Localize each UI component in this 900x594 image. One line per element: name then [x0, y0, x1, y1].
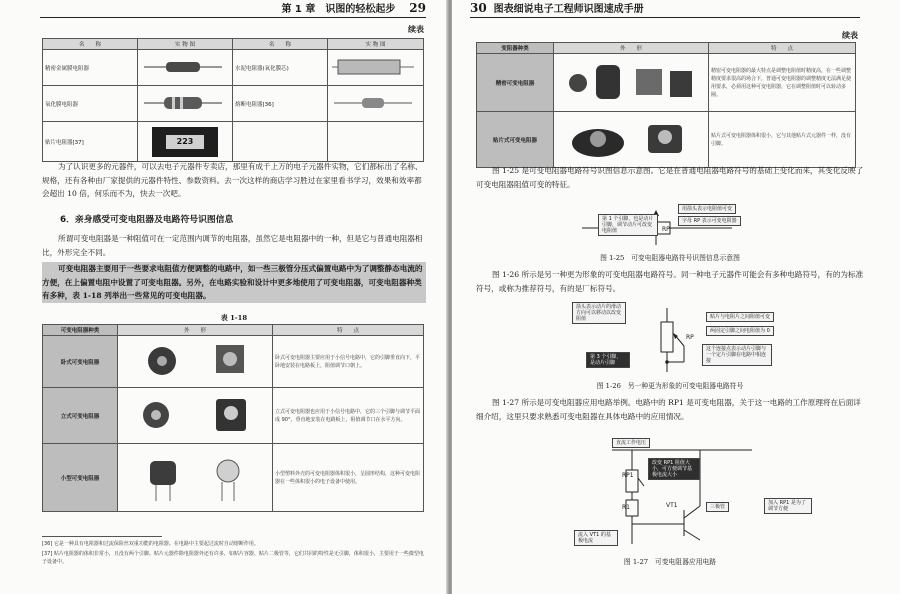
figure-caption: 图 1-25 可变电阻器电路符号识图信息示意图 [600, 254, 740, 262]
table-row [43, 388, 424, 444]
trimmer-photo [118, 388, 273, 444]
resistor-photo [138, 86, 233, 122]
col-header: 名 称 [233, 39, 328, 50]
feature-text: 精密可变电阻器的最大特点是调整电阻值时精度高，在一些调整精度要求很高的场合下，普通可变电阻器的调整精度无法满足使用要求，必须用这种可变电阻器，它在调整阻值时可以转动多圈。 [709, 54, 856, 112]
callout: 加入 RP1 是为了调节方便 [764, 498, 812, 514]
fuse-resistor-photo [328, 86, 424, 122]
cell-name: 氧化膜电阻器 [43, 86, 138, 122]
resistor-photo [138, 50, 233, 86]
callout: 第 1 个引脚，也是动片引脚，调节动片可改变电阻值 [598, 214, 658, 236]
paragraph: 图 1-25 是可变电阻器电路符号识图信息示意图。它是在普通电阻器电路符号的基础上变化而来，其变化反映了可变电阻器阻值可变的特征。 [476, 166, 864, 189]
paragraph: 图 1-27 所示是可变电阻器应用电路举例。电路中的 RP1 是可变电阻器，关于这一电路的工作原理将在后面详细介绍，这里只要求熟悉可变电阻器在具体电路中的应用情况。 [476, 398, 861, 421]
application-circuit [592, 440, 772, 550]
col-header: 可变电阻器种类 [43, 325, 118, 336]
precision-pot-photo [554, 54, 709, 112]
vt1-label: VT1 [666, 502, 678, 509]
cell-name: 精密金属膜电阻器 [43, 50, 138, 86]
cell-name: 贴片电阻器[37] [43, 122, 138, 162]
callout: 用箭头表示电阻值可变 [678, 204, 736, 214]
callout: 这个连接点表示动片引脚与一个定片引脚在电路中相连接 [702, 344, 772, 366]
left-page [0, 0, 448, 594]
kind-label: 小型可变电阻器 [43, 444, 118, 512]
cell-empty [233, 122, 328, 162]
table-row [43, 50, 424, 86]
trimmer-photo [118, 336, 273, 388]
paragraph: 图 1-26 所示是另一种更为形象的可变电阻器电路符号。同一种电子元器件可能会有多种电路符号，有的为标准符号，或称为推荐符号，有的是厂标符号。 [476, 270, 864, 293]
table-row [477, 112, 856, 168]
callout: 三极管 [706, 502, 729, 512]
feature-text: 小型塑料外壳的可变电阻器体积很小，呈圆形结构，这种可变电阻器在一些体积很小的电子设备中使用。 [273, 444, 424, 512]
variable-resistor-table-cont [476, 42, 856, 168]
table-row [43, 122, 424, 162]
col-header: 实 物 图 [138, 39, 233, 50]
section-heading: 6．亲身感受可变电阻器及电路符号识图信息 [60, 215, 234, 225]
footnote: [36] 它是一种具有电阻器和过流保险丝双重功能的电阻器。在电路中主要起过流时自动熔断作用。 [42, 541, 259, 547]
col-header: 外 形 [118, 325, 273, 336]
variable-resistor-table [42, 324, 424, 512]
col-header: 外 形 [554, 43, 709, 54]
table-row [43, 336, 424, 388]
feature-text: 贴片式可变电阻器体积很小，它与其他贴片式元器件一样，没有引脚。 [709, 112, 856, 168]
table-row [43, 444, 424, 512]
cement-resistor-photo [328, 50, 424, 86]
col-header: 特 点 [709, 43, 856, 54]
chip-resistor-photo [138, 122, 233, 162]
kind-label: 卧式可变电阻器 [43, 336, 118, 388]
table-title: 表 1-18 [220, 314, 248, 322]
col-header: 实 物 图 [328, 39, 424, 50]
col-header: 名 称 [43, 39, 138, 50]
paragraph: 所谓可变电阻器是一种阻值可在一定范围内调节的电阻器，虽然它是电阻器中的一种，但是它与普通电阻器相比，外形完全不同。 [42, 234, 423, 257]
right-page [452, 0, 900, 594]
col-header: 变阻器种类 [477, 43, 554, 54]
continued-label: 续表 [408, 25, 424, 34]
book-title: 图表细说电子工程师识图速成手册 [493, 4, 644, 15]
rp-label: RP [686, 334, 694, 341]
right-header [470, 0, 860, 18]
paragraph: 为了认识更多的元器件，可以去电子元器件专卖店，那里有成千上万的电子元器件实物，它们都标出了名称、规格，还有各种由厂家提供的元器件特性、参数资料。去一次这样的商店学习胜过在家里看书学习，效果和效率都会超出 10 倍，何乐而不为，快去一次吧。 [42, 162, 423, 198]
col-header: 特 点 [273, 325, 424, 336]
rp-symbol-diagram-2 [622, 306, 712, 376]
highlighted-paragraph: 可变电阻器主要用于一些要求电阻值方便调整的电路中，如一些三极管分压式偏置电路中为了调整静态电流的方便，在上偏置电阻中设置了可变电阻器。另外，在电路实验和设计中更多地使用了可变电阻器，可变电阻器种类有多种，表 1-18 列举出一些常见的可变电阻器。 [42, 262, 426, 303]
callout: 第 3 个引脚，是动片引脚 [586, 352, 630, 368]
chip-label: 223 [166, 135, 204, 149]
rp-label: RP [662, 226, 670, 233]
kind-label: 精密可变电阻器 [477, 54, 554, 112]
figure-caption: 图 1-26 另一种更为形象的可变电阻器电路符号 [596, 382, 744, 390]
chapter-title: 第 1 章 识图的轻松起步 [281, 4, 396, 15]
left-header [40, 0, 426, 18]
callout: 流入 VT1 的基极电流 [574, 530, 618, 546]
page-number: 30 [470, 1, 487, 15]
r1-label: R1 [622, 504, 630, 511]
smd-pot-photo [554, 112, 709, 168]
cell-name: 水泥电阻器(氧化膜芯) [233, 50, 328, 86]
footnote: [37] 贴片电阻器的体积非常小，且没有两个引脚。贴片元器件除电阻器外还有许多，如贴片容器、贴片二极管等，它们共同的特性是无引脚，体积很小，主要用于一些微型电子设备中。 [42, 551, 424, 565]
continued-label: 续表 [842, 31, 858, 40]
cell-name: 熔断电阻器[36] [233, 86, 328, 122]
component-table [42, 38, 424, 162]
kind-label: 立式可变电阻器 [43, 388, 118, 444]
figure-caption: 图 1-27 可变电阻器应用电路 [623, 558, 717, 566]
small-trimmer-photo [118, 444, 273, 512]
table-row [43, 86, 424, 122]
callout: 改变 RP1 阻值大小，可方便调节基极电流大小 [648, 458, 700, 480]
table-row [477, 54, 856, 112]
callout: 贴片与电阻片之间阻值可变 [706, 312, 774, 322]
page-number: 29 [409, 1, 426, 15]
callout: 两固定引脚之间电阻值为 0 [706, 326, 774, 336]
callout: 直流工作电压 [612, 438, 650, 448]
rp1-label: RP1 [622, 472, 634, 479]
feature-text: 立式可变电阻器也应用于小信号电路中，它的三个引脚与调节平面成 90°，垂直地安装在电路板上，阻值调节口在水平方向。 [273, 388, 424, 444]
cell-empty [328, 122, 424, 162]
footnote-rule [42, 536, 162, 537]
callout: 字母 RP 表示可变电阻器 [678, 216, 741, 226]
callout: 箭头表示动片的滑动方向可以移动以改变阻值 [572, 302, 626, 324]
kind-label: 贴片式可变电阻器 [477, 112, 554, 168]
feature-text: 卧式可变电阻器主要应用于小信号电路中，它的引脚垂直向下，平卧地安装在电路板上，阻值调节口朝上。 [273, 336, 424, 388]
